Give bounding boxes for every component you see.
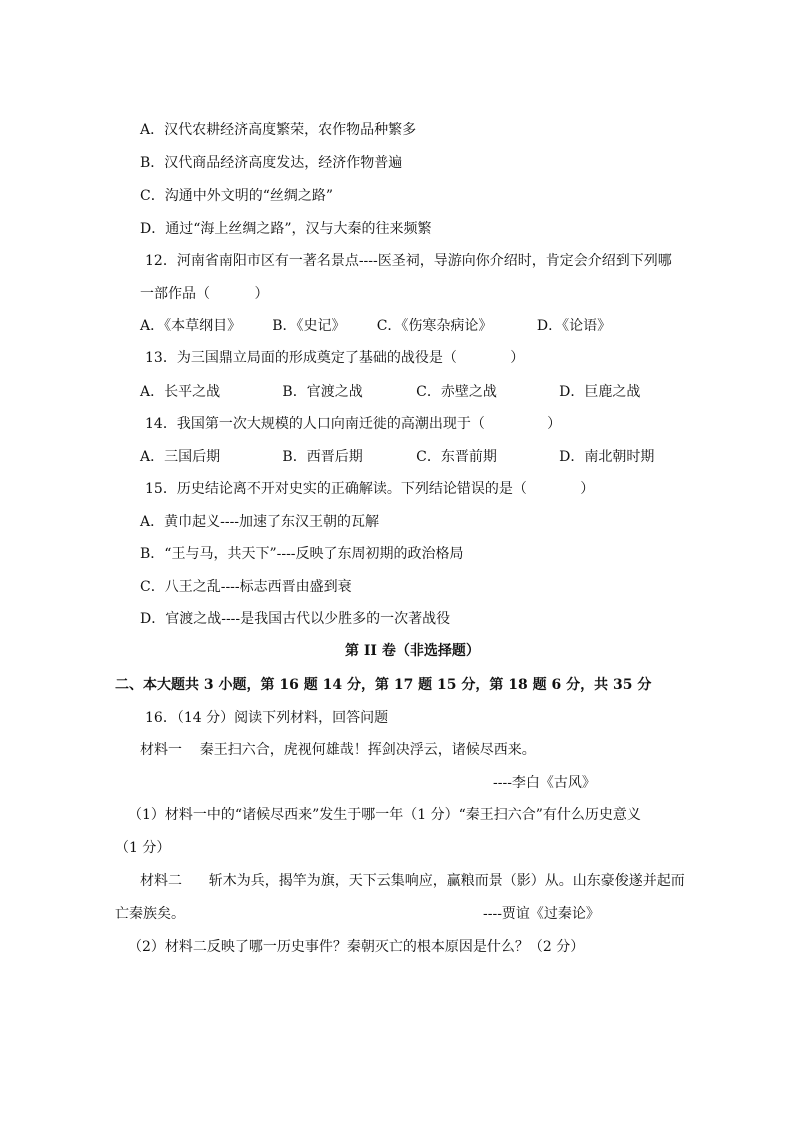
- part-two-instructions: 二、本大题共 3 小题，第 16 题 14 分，第 17 题 15 分，第 18 题 6 分，共 35 分: [115, 677, 652, 693]
- q13-options: A．长平之战 B．官渡之战 C．赤壁之战 D．巨鹿之战: [140, 384, 641, 400]
- material-two-cont: 亡秦族矣。: [115, 906, 185, 922]
- q12-options: A．《本草纲目》 B．《史记》 C．《伤寒杂病论》 D．《论语》: [140, 318, 612, 334]
- q12-stem: 12．河南省南阳市区有一著名景点----医圣祠，导游向你介绍时，肯定会介绍到下列哪: [145, 253, 672, 269]
- q15-option-c: C．八王之乱----标志西晋由盛到衰: [140, 579, 352, 595]
- q11-option-d: D．通过“海上丝绸之路”，汉与大秦的往来频繁: [140, 221, 432, 237]
- q13-stem: 13．为三国鼎立局面的形成奠定了基础的战役是（ ）: [145, 350, 525, 366]
- q14-stem: 14．我国第一次大规模的人口向南迁徙的高潮出现于（ ）: [145, 416, 562, 432]
- q11-option-b: B．汉代商品经济高度发达，经济作物普遍: [140, 155, 403, 171]
- q16-sub1-score: （1 分）: [115, 840, 171, 856]
- q15-stem: 15．历史结论离不开对史实的正确解读。下列结论错误的是（ ）: [145, 481, 595, 497]
- q16-stem: 16．（14 分）阅读下列材料，回答问题: [145, 710, 389, 726]
- q11-option-c: C．沟通中外文明的“丝绸之路”: [140, 188, 334, 204]
- section-title: 第 II 卷（非选择题）: [345, 643, 480, 659]
- q11-option-a: A．汉代农耕经济高度繁荣，农作物品种繁多: [140, 122, 417, 138]
- material-two-source: ----贾谊《过秦论》: [483, 906, 600, 922]
- q15-option-b: B．“王与马，共天下”----反映了东周初期的政治格局: [140, 546, 464, 562]
- material-two: 材料二 斩木为兵，揭竿为旗，天下云集响应，赢粮而景（影）从。山东豪俊遂并起而: [140, 873, 685, 889]
- q16-sub2: （2）材料二反映了哪一历史事件？秦朝灭亡的根本原因是什么？（2 分）: [128, 939, 585, 955]
- q12-stem-cont: 一部作品（ ）: [140, 286, 269, 302]
- q16-sub1: （1）材料一中的“诸候尽西来”发生于哪一年（1 分）“秦王扫六合”有什么历史意义: [128, 807, 641, 823]
- material-one: 材料一 秦王扫六合，虎视何雄哉！挥剑决浮云，诸候尽西来。: [140, 742, 536, 758]
- q15-option-d: D．官渡之战----是我国古代以少胜多的一次著战役: [140, 611, 451, 627]
- material-one-source: ----李白《古风》: [493, 775, 596, 791]
- q15-option-a: A．黄巾起义----加速了东汉王朝的瓦解: [140, 514, 380, 530]
- q14-options: A．三国后期 B．西晋后期 C．东晋前期 D．南北朝时期: [140, 449, 655, 465]
